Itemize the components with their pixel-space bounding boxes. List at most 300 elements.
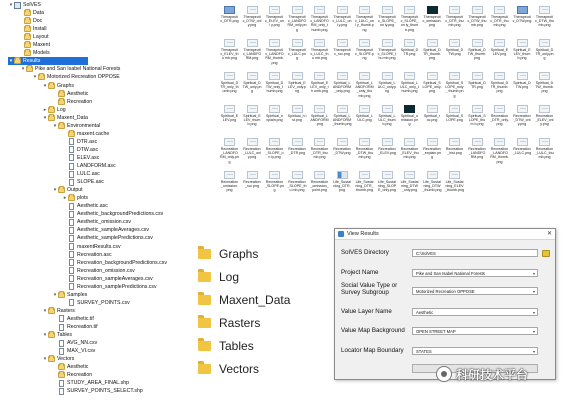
image-thumbnail[interactable] (400, 6, 419, 32)
image-thumbnail[interactable] (220, 6, 239, 23)
thumbnail-caption: Recreation _ELEV_thu mb.png (400, 147, 419, 160)
tree-item-label: Aesthetic (67, 364, 89, 371)
png-file-icon (292, 72, 303, 80)
tree-item[interactable] (62, 178, 104, 186)
image-thumbnail[interactable] (310, 6, 329, 32)
tree-item[interactable] (62, 251, 112, 259)
tree-item-label: maxentResults.csv (77, 243, 121, 250)
thumbnail-caption: Life_Sustai ning_DTR.png (333, 180, 351, 193)
tree-item[interactable] (62, 226, 149, 234)
image-thumbnail[interactable] (490, 105, 509, 127)
image-thumbnail[interactable] (243, 171, 262, 188)
tree-item[interactable] (52, 291, 87, 299)
thumbnail-caption: Therapeuti c_DTW_onl y.png (242, 15, 262, 28)
dropdown-select[interactable] (412, 327, 538, 335)
file-icon (69, 251, 74, 258)
tree-item[interactable] (18, 25, 47, 33)
png-file-icon (314, 72, 325, 80)
png-file-icon (382, 138, 393, 146)
tree-item-label: Maxent (33, 42, 51, 49)
png-file-icon (247, 39, 258, 47)
dropdown-select[interactable] (412, 269, 538, 277)
thumbnail-caption: Therapeuti c_LANDFO RM_only_t humb.png (310, 15, 329, 32)
folder-list (198, 240, 318, 380)
folder-icon (58, 372, 65, 378)
folder-label: Rasters (219, 316, 261, 330)
image-thumbnail[interactable] (535, 6, 554, 28)
image-thumbnail[interactable] (535, 105, 554, 127)
image-thumbnail[interactable] (378, 105, 397, 127)
expand-toggle-icon[interactable]: ▾ (43, 82, 47, 89)
tree-item[interactable] (62, 146, 98, 154)
png-file-icon (404, 138, 415, 146)
tree-item[interactable] (52, 347, 95, 355)
image-thumbnail[interactable] (355, 138, 374, 160)
tree-item-label: Recreation.asc (77, 251, 112, 258)
tree-item-label: Recreation (67, 372, 93, 379)
png-file-icon (449, 39, 460, 47)
image-thumbnail[interactable] (288, 138, 307, 155)
chevron-down-icon: ▾ (532, 271, 535, 276)
thumbnail-caption: Life_Sustai ning_SLOP E_only.png (377, 180, 397, 193)
image-thumbnail[interactable] (445, 105, 464, 122)
tree-item-label: LANDFORM.asc (77, 163, 116, 169)
tree-item[interactable] (18, 49, 50, 57)
expand-toggle-icon[interactable]: ▾ (9, 2, 13, 8)
image-thumbnail[interactable] (400, 171, 419, 193)
thumbnail-caption: Therapeuti c_roc.png (333, 48, 351, 57)
thumbnail-caption: Spiritual_L ANDFORM .png (310, 114, 329, 127)
image-thumbnail[interactable] (400, 105, 419, 127)
field-value: Motorized Recreation OPPOSE (416, 289, 475, 294)
thumbnail-caption: Spiritual_h ist.png (287, 114, 307, 123)
tree-item-label: SLOPE.asc (77, 179, 104, 186)
png-file-icon (472, 72, 483, 80)
tree-item-label: LULC.asc (77, 171, 100, 178)
image-thumbnail[interactable] (333, 72, 352, 94)
image-thumbnail[interactable] (265, 6, 284, 28)
image-thumbnail[interactable] (490, 72, 509, 94)
image-thumbnail[interactable] (423, 171, 442, 193)
image-thumbnail[interactable] (400, 138, 419, 160)
tree-item-label: Recreation.tif (67, 324, 98, 330)
tree-item[interactable] (62, 267, 135, 275)
field-label: Value Map Background (341, 327, 405, 334)
tree-item[interactable] (52, 315, 94, 323)
tree-item[interactable] (62, 154, 99, 162)
tree-item[interactable] (42, 106, 66, 114)
tree-item-label: Recreation (67, 98, 93, 105)
thumbnail-caption: Therapeuti c_LULC_onl y_thumb.png (355, 15, 374, 32)
dropdown-select[interactable] (412, 347, 538, 355)
tree-item[interactable] (52, 371, 92, 379)
png-file-icon (224, 105, 235, 113)
image-thumbnail[interactable] (265, 39, 284, 65)
image-thumbnail[interactable] (468, 39, 487, 61)
folder-icon (58, 292, 65, 298)
png-file-icon (337, 105, 348, 113)
folder-icon (38, 74, 45, 80)
image-thumbnail[interactable] (265, 105, 284, 122)
folder-icon (24, 10, 31, 16)
image-thumbnail[interactable] (288, 105, 307, 122)
image-thumbnail[interactable] (445, 72, 464, 98)
image-thumbnail[interactable] (535, 138, 554, 160)
thumbnail-caption: Recreation _ELEV_onl y.png (535, 114, 554, 127)
thumbnail-caption: Therapeuti c_ELEV_thu mb.png (220, 48, 239, 61)
tree-item-label: MAX_VI.csv (67, 348, 96, 355)
png-file-icon (517, 105, 528, 113)
tree-item-label: AVG_NN.csv (67, 340, 98, 347)
thumbnail-caption: Spiritual_D TR_thumb.png (423, 48, 441, 61)
png-file-icon (427, 138, 438, 146)
thumbnail-caption: Recreation _SLOPE.png (265, 180, 284, 193)
folder-item[interactable] (198, 359, 259, 379)
tree-item[interactable] (52, 323, 98, 331)
image-thumbnail[interactable] (310, 105, 329, 127)
expand-toggle-icon[interactable]: ▸ (63, 195, 67, 202)
png-file-icon (224, 138, 235, 146)
tree-item[interactable] (62, 194, 88, 202)
tree-item[interactable] (52, 387, 143, 395)
folder-icon (24, 26, 31, 32)
field-value: STATES (416, 349, 432, 354)
expand-toggle-icon[interactable]: ▾ (43, 356, 47, 363)
expand-toggle-icon[interactable]: ▸ (43, 106, 47, 113)
file-icon (69, 259, 74, 266)
file-icon (69, 179, 74, 186)
image-thumbnail[interactable] (355, 6, 374, 32)
tree-item[interactable] (52, 90, 88, 98)
image-thumbnail[interactable] (243, 105, 262, 127)
png-file-icon (494, 105, 505, 113)
tree-item[interactable] (52, 98, 92, 106)
image-thumbnail[interactable] (513, 39, 532, 61)
image-thumbnail[interactable] (468, 72, 487, 89)
folder-label: Log (219, 270, 240, 284)
tree-item-label: Data (33, 10, 44, 17)
image-thumbnail[interactable] (445, 6, 464, 28)
image-thumbnail[interactable] (220, 171, 239, 193)
dropdown-select[interactable] (412, 308, 538, 316)
tree-item[interactable] (62, 130, 109, 138)
thumbnail-caption: Spiritual_D TR.png (468, 81, 486, 90)
image-thumbnail[interactable] (423, 138, 442, 160)
tree-item[interactable] (62, 234, 153, 242)
file-icon (59, 380, 64, 387)
thumbnail-caption: Spiritual_D TR_only.png (535, 48, 554, 61)
tree-item[interactable] (42, 307, 75, 315)
image-thumbnail[interactable] (513, 72, 532, 89)
folder-item[interactable] (198, 313, 260, 333)
png-file-icon (247, 171, 258, 179)
folder-item[interactable] (198, 267, 239, 287)
image-thumbnail[interactable] (333, 171, 352, 193)
tree-item[interactable] (52, 186, 83, 194)
folder-icon (24, 18, 31, 24)
file-icon (69, 283, 74, 290)
image-thumbnail[interactable] (423, 6, 442, 28)
tree-item[interactable] (62, 162, 116, 170)
folder-icon (58, 123, 65, 129)
thumbnail-caption: Spiritual_D TW_only_thumb.png (265, 81, 284, 94)
file-icon (59, 324, 64, 331)
tree-item[interactable] (42, 331, 72, 339)
tree-item[interactable] (62, 243, 121, 251)
image-thumbnail[interactable] (243, 72, 262, 94)
image-thumbnail[interactable] (423, 72, 442, 94)
thumbnail-caption: Recreation _omission_ point.png (310, 180, 329, 193)
png-file-icon (404, 105, 415, 113)
image-thumbnail[interactable] (310, 39, 329, 61)
folder-icon (58, 99, 65, 105)
png-file-icon (427, 171, 438, 179)
image-thumbnail[interactable] (400, 72, 419, 94)
tree-item[interactable] (52, 379, 129, 387)
tree-item[interactable] (32, 73, 120, 81)
image-thumbnail[interactable] (220, 138, 239, 164)
image-thumbnail[interactable] (288, 72, 307, 94)
image-thumbnail[interactable] (333, 105, 352, 127)
thumbnail-caption: Therapeuti c_DTR.png (220, 15, 239, 24)
folder-icon (68, 131, 75, 137)
image-thumbnail[interactable] (513, 6, 532, 23)
tree-item[interactable] (8, 1, 41, 9)
tree-item[interactable] (18, 41, 50, 49)
tree-item-label: Graphs (57, 82, 75, 89)
image-thumbnail[interactable] (445, 138, 464, 155)
thumbnail-caption: Spiritual_E LEV_only.png (287, 81, 307, 94)
png-file-icon (427, 72, 438, 80)
watermark-text: 科研技术平台 (456, 367, 529, 382)
png-file-icon (517, 138, 528, 146)
image-thumbnail[interactable] (243, 39, 262, 61)
png-file-icon (359, 138, 370, 146)
folder-item[interactable] (198, 336, 254, 356)
image-thumbnail[interactable] (468, 6, 487, 28)
image-thumbnail[interactable] (333, 138, 352, 155)
png-file-icon (269, 72, 280, 80)
dropdown-select[interactable] (412, 287, 538, 295)
image-thumbnail[interactable] (378, 171, 397, 193)
thumbnail-caption: Life_Sustai ning_DTW _only.png (400, 180, 419, 193)
image-thumbnail[interactable] (445, 39, 464, 56)
image-thumbnail[interactable] (423, 105, 442, 122)
expand-toggle-icon[interactable]: ▾ (53, 291, 57, 298)
expand-toggle-icon[interactable]: ▾ (43, 332, 47, 339)
tree-item[interactable] (62, 218, 131, 226)
image-thumbnail[interactable] (490, 39, 509, 56)
tree-item[interactable] (62, 202, 108, 210)
thumbnail-caption: Life_Sustai ning_ELEV _thumb.png (445, 180, 464, 193)
folder-label: Vectors (219, 362, 260, 376)
png-file-icon (427, 6, 438, 14)
tree-item[interactable] (62, 210, 163, 218)
image-thumbnail[interactable] (310, 171, 329, 193)
image-thumbnail[interactable] (355, 105, 374, 122)
image-thumbnail[interactable] (378, 138, 397, 155)
thumbnail-caption: Recreation _LANDFO RM_thumb.png (490, 147, 509, 164)
png-file-icon (247, 72, 258, 80)
png-file-icon (472, 39, 483, 47)
browse-folder-icon[interactable] (542, 250, 550, 257)
expand-toggle-icon[interactable]: ▾ (9, 58, 13, 65)
folder-icon (48, 115, 55, 121)
tree-item[interactable] (42, 114, 88, 122)
tree-item[interactable] (62, 275, 153, 283)
chevron-down-icon: ▾ (532, 289, 535, 294)
thumbnail-caption: Therapeuti c_DTR_thu mb.png (445, 15, 464, 28)
thumbnail-caption: Therapeuti c_SLOPE.png (355, 48, 374, 61)
png-file-icon (539, 72, 550, 80)
tree-item[interactable] (42, 82, 74, 90)
png-file-icon (247, 138, 258, 146)
view-results-dialog (334, 228, 556, 380)
image-thumbnail[interactable] (333, 6, 352, 28)
image-thumbnail[interactable] (243, 6, 262, 28)
tree-item[interactable] (18, 33, 49, 41)
image-thumbnail[interactable] (265, 72, 284, 94)
tree-item[interactable] (42, 355, 74, 363)
image-thumbnail[interactable] (535, 39, 554, 61)
image-thumbnail[interactable] (220, 72, 239, 94)
image-thumbnail[interactable] (400, 39, 419, 56)
expand-toggle-icon[interactable]: ▾ (21, 66, 25, 73)
chevron-down-icon: ▾ (532, 349, 535, 354)
png-file-icon (517, 72, 528, 80)
field-label: Social Value Type or Survey Subgroup (341, 282, 398, 296)
image-thumbnail[interactable] (288, 6, 307, 32)
image-thumbnail[interactable] (310, 72, 329, 94)
image-thumbnail[interactable] (355, 72, 374, 98)
png-file-icon (472, 6, 483, 14)
thumbnail-grid (212, 0, 569, 205)
image-thumbnail[interactable] (333, 39, 352, 56)
folder-icon (48, 83, 55, 89)
thumbnail-caption: Spiritual_o mission.png (400, 114, 419, 127)
image-thumbnail[interactable] (265, 171, 284, 193)
thumbnail-caption: Spiritual_D TW.png (445, 48, 464, 57)
tree-item[interactable] (62, 259, 167, 267)
tree-item[interactable] (62, 299, 130, 307)
image-thumbnail[interactable] (378, 72, 397, 94)
image-thumbnail[interactable] (423, 39, 442, 61)
expand-toggle-icon[interactable]: ▾ (43, 307, 47, 314)
folder-icon (68, 195, 75, 201)
image-thumbnail[interactable] (220, 105, 239, 122)
thumbnail-caption: Life_Sustai ning_DTR_ thumb.png (355, 180, 374, 193)
png-file-icon (539, 39, 550, 47)
tree-item-label: Recreation_samplePredictions.csv (77, 283, 157, 290)
image-thumbnail[interactable] (490, 6, 509, 28)
image-thumbnail[interactable] (265, 138, 284, 160)
image-thumbnail[interactable] (468, 105, 487, 127)
tree-item[interactable] (20, 65, 120, 73)
thumbnail-caption: Therapeuti c_DTW_thu mb.png (467, 15, 487, 28)
folder-item[interactable] (198, 244, 258, 264)
expand-toggle-icon[interactable]: ▾ (53, 122, 57, 129)
thumbnail-caption: Therapeuti c_DTW.png (512, 15, 532, 24)
image-thumbnail[interactable] (468, 138, 487, 160)
close-icon[interactable]: ✕ (546, 231, 552, 237)
image-thumbnail[interactable] (445, 171, 464, 193)
thumbnail-caption: Recreation _DTR.png (288, 147, 306, 156)
tree-item-label: maxent.cache (77, 130, 110, 137)
png-file-icon (382, 6, 393, 14)
image-thumbnail[interactable] (513, 138, 532, 155)
tree-item-label: Aesthetic (67, 90, 89, 97)
tree-item-label: Recreation_sampleAverages.csv (77, 275, 153, 282)
image-thumbnail[interactable] (310, 138, 329, 160)
tree-item-label: ELEV.asc (77, 154, 100, 161)
png-file-icon (314, 6, 325, 14)
expand-toggle-icon[interactable]: ▾ (33, 74, 37, 81)
png-file-icon (494, 72, 505, 80)
image-thumbnail[interactable] (490, 138, 509, 164)
directory-input[interactable] (412, 249, 538, 257)
tree-item[interactable] (52, 339, 97, 347)
image-thumbnail[interactable] (355, 39, 374, 61)
png-file-icon (292, 39, 303, 47)
expand-toggle-icon[interactable]: ▾ (53, 187, 57, 194)
thumbnail-caption: Spiritual_D TR_only_thumb.png (220, 81, 239, 94)
png-file-icon (404, 171, 415, 179)
folder-item[interactable] (198, 290, 290, 310)
file-icon (59, 388, 64, 395)
thumbnail-caption: Recreation _omission.png (220, 180, 239, 193)
tree-item-label: Doc (33, 18, 43, 25)
tree-item[interactable] (18, 9, 44, 17)
image-thumbnail[interactable] (220, 39, 239, 61)
image-thumbnail[interactable] (355, 171, 374, 193)
image-thumbnail[interactable] (288, 39, 307, 61)
png-file-icon (314, 171, 325, 179)
file-icon (69, 267, 74, 274)
folder-icon (48, 107, 55, 113)
folder-icon (48, 356, 55, 362)
thumbnail-caption: Therapeuti c_LULC.png (288, 48, 306, 61)
thumbnail-caption: Spiritual_E LEV_only_th umb.png (310, 81, 329, 94)
image-thumbnail[interactable] (513, 105, 532, 127)
tree-item[interactable] (62, 283, 157, 291)
png-file-icon (314, 105, 325, 113)
thumbnail-caption: Spiritual_S LOPE.png (445, 114, 464, 123)
thumbnail-caption: Spiritual_L ANDFORM _only_thu mb.png (355, 81, 374, 98)
folder-label: Maxent_Data (219, 293, 291, 307)
png-file-icon (224, 39, 235, 47)
image-thumbnail[interactable] (288, 171, 307, 193)
image-thumbnail[interactable] (378, 6, 397, 28)
file-icon (69, 299, 74, 306)
tree-item[interactable] (8, 57, 88, 65)
folder-icon (58, 91, 65, 97)
image-thumbnail[interactable] (378, 39, 397, 61)
png-file-icon (337, 72, 348, 80)
tree-item-label: Output (67, 187, 83, 194)
tree-item[interactable] (52, 363, 88, 371)
tree-item[interactable] (62, 170, 100, 178)
expand-toggle-icon[interactable]: ▾ (43, 114, 47, 121)
thumbnail-caption: Therapeuti c_SLOPE_on ly.png (378, 15, 396, 28)
tree-item[interactable] (52, 122, 100, 130)
tree-item-label: Log (57, 106, 66, 113)
folder-icon (48, 308, 55, 314)
image-thumbnail[interactable] (243, 138, 262, 160)
tree-item[interactable] (62, 138, 97, 146)
watermark (436, 364, 528, 384)
tree-item[interactable] (18, 17, 42, 25)
image-thumbnail[interactable] (535, 72, 554, 94)
